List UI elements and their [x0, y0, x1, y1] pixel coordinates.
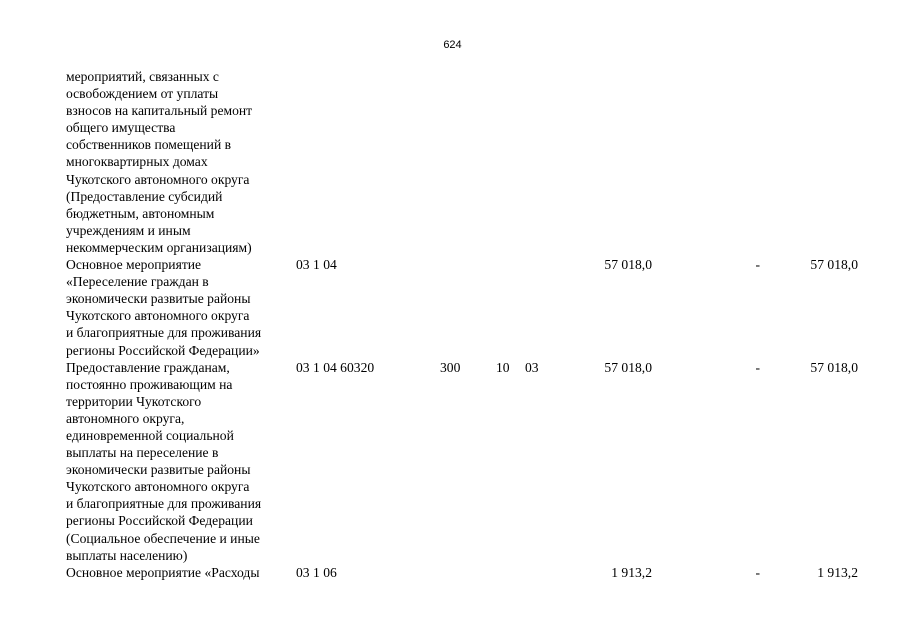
- row-sum-federal: -: [755, 257, 760, 273]
- row-target-code: 03 1 04 60320: [296, 359, 375, 375]
- row-subsection: 03: [525, 359, 539, 375]
- table-row: [0, 256, 905, 359]
- row-sum-federal: -: [755, 564, 760, 580]
- row-expense-type: 300: [440, 359, 461, 375]
- table-row: [0, 564, 905, 581]
- row-sum-total: 1 913,2: [611, 564, 652, 580]
- budget-table: [0, 68, 905, 581]
- row-sum-federal: -: [755, 359, 760, 375]
- row-name: Основное мероприятие «Переселение граждан в экономически развитые районы Чукотского автономного округа и благоприятные для проживания регионы Российской Федерации»: [66, 257, 262, 358]
- table-row: [0, 359, 905, 564]
- row-name: Предоставление гражданам, постоянно проживающим на территории Чукотского автономного округа, единовременной социальной выплаты на переселение в экономически развитые районы Чукотского автономного округа и благоприятные для проживания регионы Российской Федерации (Социальное обеспечение и иные выплаты населению): [66, 359, 262, 563]
- row-sum-total: 57 018,0: [604, 257, 652, 273]
- row-section: 10: [496, 359, 510, 375]
- page-number: 624: [443, 39, 462, 51]
- row-target-code: 03 1 06: [296, 564, 337, 580]
- row-sum-regional: 57 018,0: [810, 359, 858, 375]
- row-sum-regional: 1 913,2: [817, 564, 858, 580]
- table-row: [0, 68, 905, 256]
- row-name: мероприятий, связанных с освобождением от уплаты взносов на капитальный ремонт общего имущества собственников помещений в многоквартирных домах Чукотского автономного округа (Предоставление субсидий бюджетным, автономным учреждениям и иным некоммерческим организациям): [66, 69, 253, 255]
- row-sum-total: 57 018,0: [604, 359, 652, 375]
- row-sum-regional: 57 018,0: [810, 257, 858, 273]
- row-name: Основное мероприятие «Расходы: [66, 564, 260, 580]
- row-target-code: 03 1 04: [296, 257, 337, 273]
